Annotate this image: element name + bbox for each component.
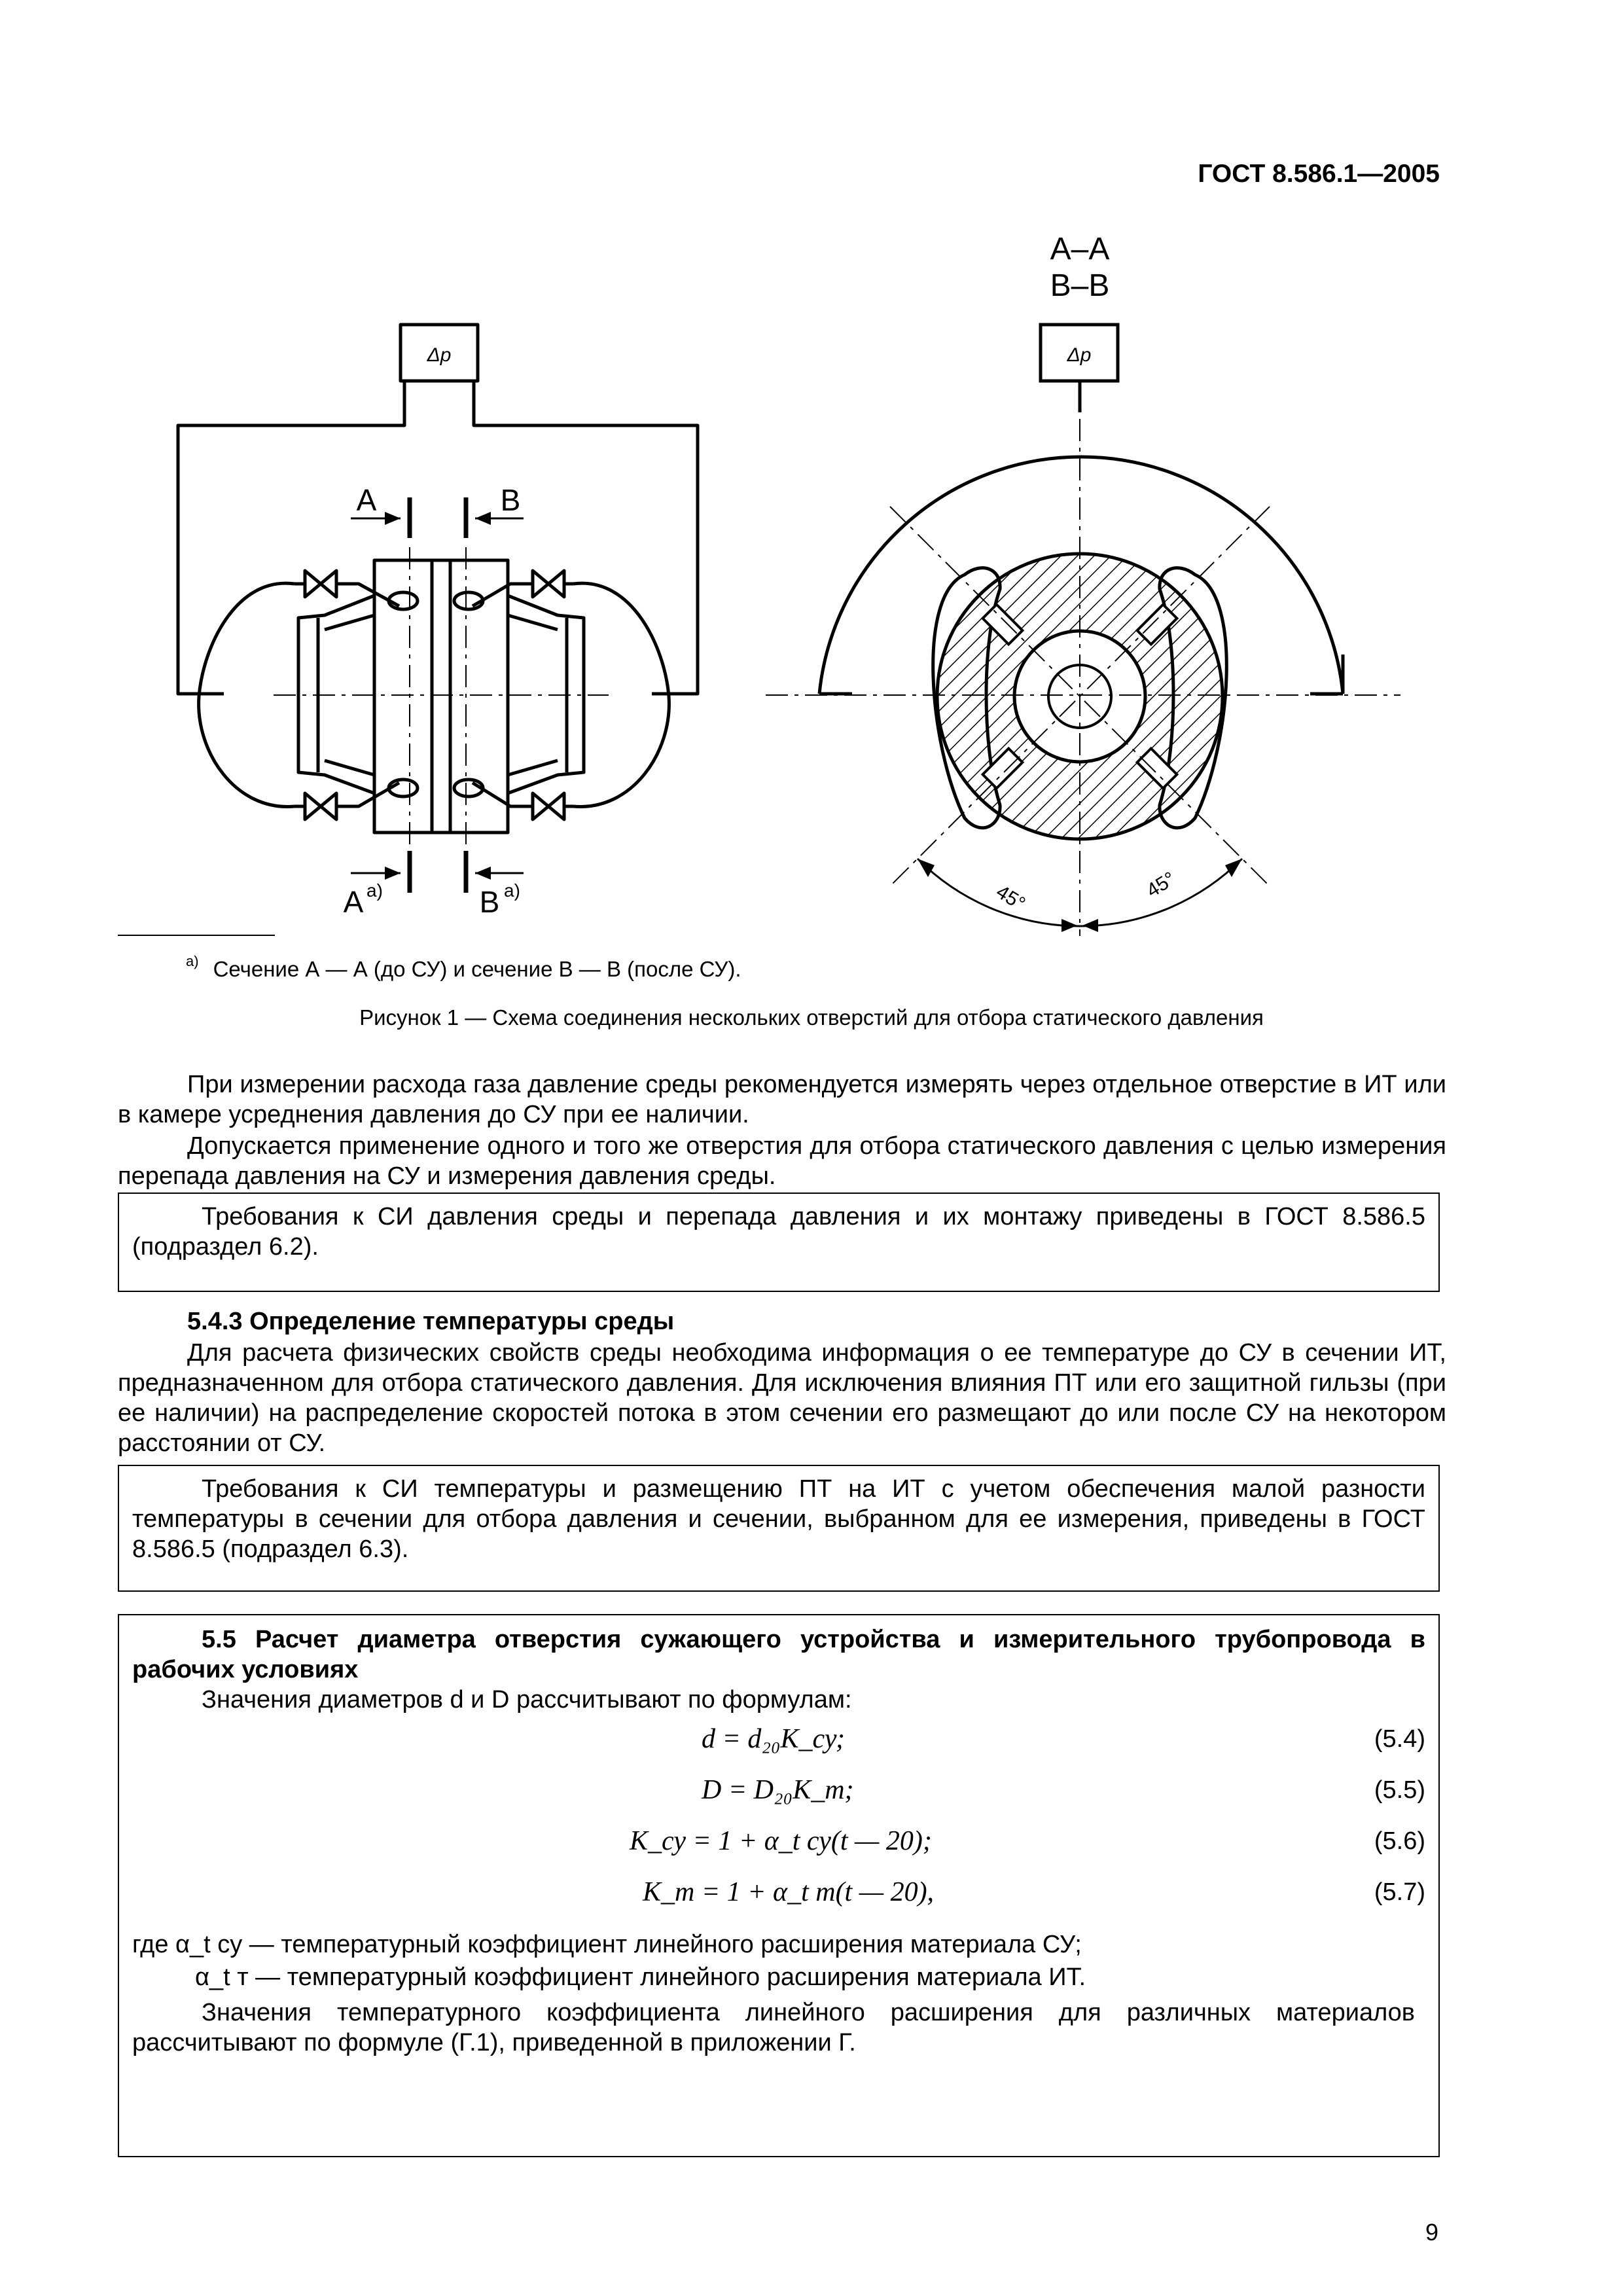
where-line-1: где α_t су — температурный коэффициент линейного расширения материала СУ; bbox=[132, 1931, 1082, 1958]
note-box-pressure bbox=[118, 1193, 1440, 1292]
angle-label-left: 45° bbox=[992, 880, 1029, 915]
heading-5-4-3: 5.4.3 Определение температуры среды bbox=[187, 1308, 675, 1335]
formula-number-5-4: (5.4) bbox=[1374, 1725, 1425, 1753]
heading-5-5: 5.5 Расчет диаметра отверстия сужающего устройства и измерительного трубопровода в рабочих условиях bbox=[132, 1626, 1425, 1683]
dp-label-right: Δp bbox=[1067, 344, 1092, 366]
section-5-5-intro: Значения диаметров d и D рассчитывают по формулам: bbox=[202, 1686, 852, 1713]
footnote-text: Сечение А — А (до СУ) и сечение В — В (после СУ). bbox=[213, 957, 741, 981]
figure-caption: Рисунок 1 — Схема соединения нескольких отверстий для отбора статического давления bbox=[359, 1005, 1264, 1030]
where-line-2: α_t т — температурный коэффициент линейного расширения материала ИТ. bbox=[195, 1964, 1086, 1991]
cut-label-b-top: В bbox=[500, 483, 521, 517]
pressure-tap-diagram bbox=[0, 0, 1623, 956]
cut-label-b-note: а) bbox=[504, 880, 520, 901]
figure-footnote bbox=[186, 953, 741, 982]
footnote-rule bbox=[118, 935, 275, 936]
formula-number-5-7: (5.7) bbox=[1374, 1878, 1425, 1906]
formula-5-4: d = d₂₀K_су; bbox=[702, 1724, 845, 1754]
section-label-aa: А–А bbox=[1050, 232, 1110, 266]
formula-number-5-6: (5.6) bbox=[1374, 1827, 1425, 1855]
angle-label-right: 45° bbox=[1143, 867, 1180, 902]
note-box-pressure-text: Требования к СИ давления среды и перепада давления и их монтажу приведены в ГОСТ 8.586.5 (подраздел 6.2). bbox=[132, 1203, 1425, 1261]
formula-number-5-5: (5.5) bbox=[1374, 1776, 1425, 1804]
paragraph-same-tap: Допускается применение одного и того же отверстия для отбора статического давления с целью измерения перепада давления на СУ и измерения давления среды. bbox=[118, 1132, 1446, 1190]
document-code: ГОСТ 8.586.1—2005 bbox=[1198, 160, 1440, 188]
paragraph-gas-pressure: При измерении расхода газа давление среды рекомендуется измерять через отдельное отверстие в ИТ или в камере усреднения давления до СУ при ее наличии. bbox=[118, 1071, 1446, 1128]
paragraph-temperature: Для расчета физических свойств среды необходима информация о ее температуре до СУ в сечении ИТ, предназначенном для отбора статического давления. Для исключения влияния ПТ или его защитной гильзы (при ее наличии) на распределение скоростей потока в этом сечении его размещают до или после СУ на некотором расстоянии от СУ. bbox=[118, 1339, 1446, 1457]
note-box-temperature-text: Требования к СИ температуры и размещению ПТ на ИТ с учетом обеспечения малой разности температуры в сечении для отбора давления и сечении, выбранном для ее измерения, приведены в ГОСТ 8.586.5 (подраздел 6.3). bbox=[132, 1475, 1425, 1563]
note-box-temperature bbox=[118, 1465, 1440, 1592]
formula-5-5: D = D₂₀K_т; bbox=[702, 1775, 854, 1805]
formula-5-7: K_т = 1 + α_t т(t — 20), bbox=[643, 1877, 935, 1907]
cut-label-a-top: А bbox=[356, 483, 377, 517]
cut-label-a-bottom: А bbox=[343, 885, 364, 919]
cut-label-b-bottom: В bbox=[479, 885, 500, 919]
dp-label-left: Δp bbox=[427, 344, 452, 366]
cut-label-a-note: а) bbox=[366, 880, 383, 901]
formula-5-6: K_су = 1 + α_t су(t — 20); bbox=[630, 1826, 932, 1856]
page-number: 9 bbox=[1425, 2219, 1438, 2246]
section-5-5-box bbox=[118, 1614, 1440, 2157]
section-5-5-closing: Значения температурного коэффициента линейного расширения для различных материалов рассчитывают по формуле (Г.1), приведенной в приложении Г. bbox=[132, 1999, 1415, 2056]
footnote-mark: а) bbox=[186, 953, 199, 969]
section-label-bb: В–В bbox=[1050, 268, 1110, 303]
